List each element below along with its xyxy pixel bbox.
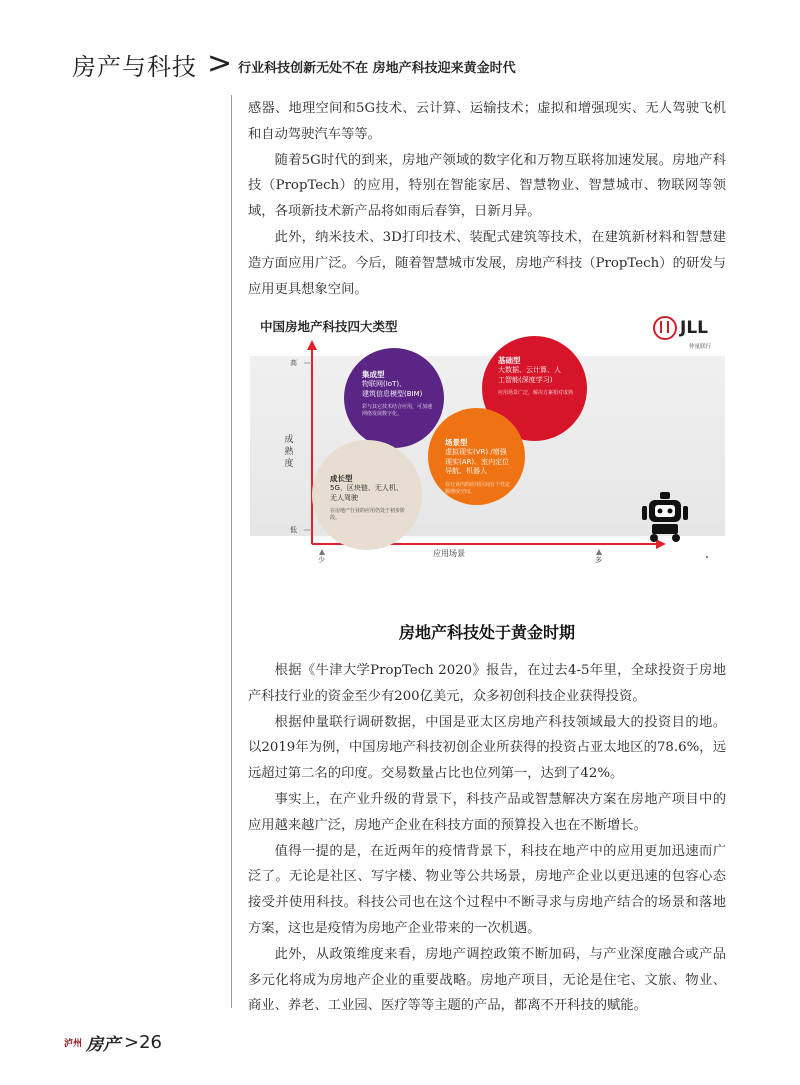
- page-header: [72, 46, 516, 82]
- proptech-types-figure: [250, 312, 725, 570]
- page-footer: [64, 1030, 162, 1055]
- page-number: >26: [124, 1032, 163, 1053]
- intro-text: [248, 96, 726, 302]
- bubble-scene: 场景型 虚拟现实(VR) /增强 现实(AR)、室内定位 导航、机器人 在行业内的应用区间有个性定额增成空间。: [428, 408, 525, 505]
- footer-script-logo: 房产: [86, 1035, 121, 1055]
- dot-mark: [706, 556, 708, 558]
- x-axis-name: 应用场景: [433, 549, 465, 558]
- bubble-integrated: 集成型 物联网(IoT)、 建筑信息模型(BIM) 彩与其它技术结合应用，可加速网络发展数字化。: [344, 348, 444, 448]
- paragraph: 值得一提的是，在近两年的疫情背景下，科技在地产中的应用更加迅速而广泛了。无论是社区、写字楼、物业等公共场景，房地产企业以更迅速的包容心态接受并使用科技。科技公司也在这个过程中不断寻求与房地产结合的场景和落地方案，这也是疫情为房地产企业带来的一次机遇。: [248, 843, 726, 936]
- jll-logo: JLL 仲量联行: [653, 316, 711, 352]
- section-heading: 房地产科技处于黄金时期: [398, 623, 575, 642]
- paragraph: 感器、地理空间和5G技术、云计算、运输技术；虚拟和增强现实、无人驾驶飞机和自动驾驶汽车等等。: [248, 101, 726, 142]
- y-axis-high: 高: [290, 359, 297, 367]
- section-title: 房产与科技: [72, 52, 197, 81]
- paragraph: 事实上，在产业升级的背景下，科技产品或智慧解决方案在房地产项目中的应用越来越广泛，房地产企业在科技方面的预算投入也在不断增长。: [248, 791, 726, 833]
- bubble-growth: 成长型 5G、区块链、无人机、 无人驾驶 在房地产行业的应用仍处于初步阶段。: [312, 440, 422, 550]
- paragraph: 此外，从政策维度来看，房地产调控政策不断加码，与产业深度融合或产品多元化将成为房地产企业的重要战略。房地产项目，无论是住宅、文旅、物业、商业、养老、工业园、医疗等等主题的产品，都离不开科技的赋能。: [248, 946, 726, 1014]
- footer-brand: 泸州: [64, 1039, 83, 1049]
- paragraph: 此外，纳米技术、3D打印技术、装配式建筑等技术，在建筑新材料和智慧建造方面应用广泛。今后，随着智慧城市发展，房地产科技（PropTech）的研发与应用更具想象空间。: [248, 229, 726, 297]
- x-axis-low: 少: [318, 556, 325, 564]
- section-subtitle: 行业科技创新无处不在 房地产科技迎来黄金时代: [238, 60, 516, 76]
- x-axis-high: 多: [595, 556, 602, 564]
- paragraph: 根据仲量联行调研数据，中国是亚太区房地产科技领域最大的投资目的地。以2019年为例，中国房地产科技初创企业所获得的投资占亚太地区的78.6%，远远超过第二名的印度。交易数量占比也位列第一，达到了42%。: [248, 714, 726, 782]
- y-axis-low: 低: [290, 526, 297, 534]
- y-axis-name: 成熟度: [284, 435, 294, 469]
- vertical-divider: [231, 95, 232, 1008]
- robot-icon: [642, 492, 688, 542]
- paragraph: 随着5G时代的到来，房地产领域的数字化和万物互联将加速发展。房地产科技（PropTech）的应用，特别在智能家居、智慧物业、智慧城市、物联网等领域，各项新技术新产品将如雨后春笋，日新月异。: [248, 152, 726, 220]
- figure-title: 中国房地产科技四大类型: [260, 319, 398, 334]
- bubble-basic: 基础型 大数据、云计算、人 工智能(深度学习) 应用场景广泛，解决方案相对成熟: [482, 336, 587, 441]
- chevron-right-icon: >: [207, 46, 233, 81]
- paragraph: 根据《牛津大学PropTech 2020》报告，在过去4-5年里，全球投资于房地产科技行业的资金至少有200亿美元，众多初创科技企业获得投资。: [248, 663, 726, 704]
- main-text: [248, 658, 726, 1019]
